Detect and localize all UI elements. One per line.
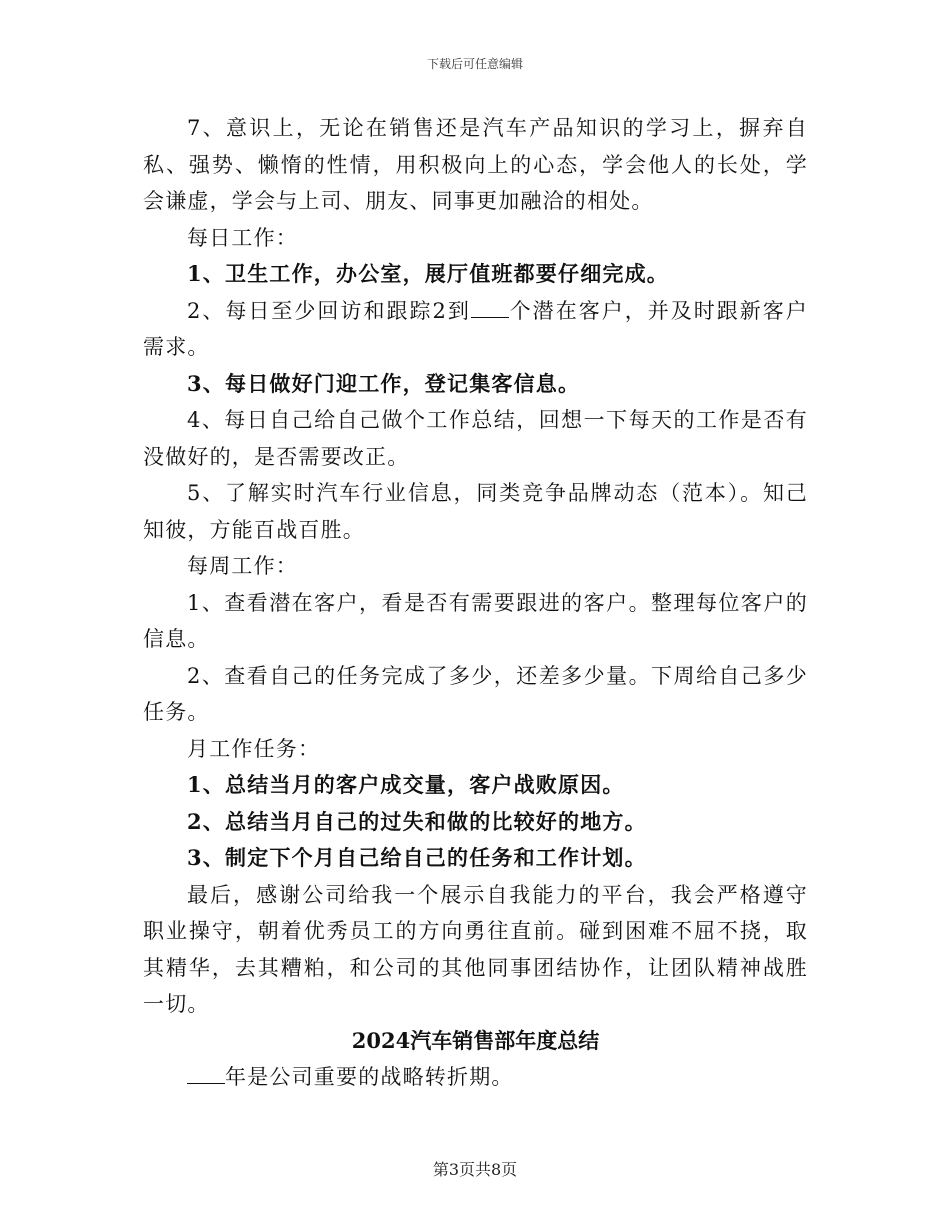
last-line-text: 年是公司重要的战略转折期。: [225, 1065, 514, 1089]
monthly-item-3: 3、制定下个月自己给自己的任务和工作计划。: [187, 845, 647, 870]
paragraph-item-7: 7、意识上，无论在销售还是汽车产品知识的学习上，摒弃自私、强势、懒惰的性情，用积极向上的心态，学会他人的长处，学会谦虚，学会与上司、朋友、同事更加融洽的相处。: [143, 116, 808, 213]
weekly-item-2: 2、查看自己的任务完成了多少，还差多少量。下周给自己多少任务。: [143, 663, 808, 724]
page-number: 第3页共8页: [432, 1160, 518, 1179]
fill-in-blank: [471, 301, 509, 318]
document-body: [143, 110, 808, 1096]
closing-paragraph: 最后，感谢公司给我一个展示自我能力的平台，我会严格遵守职业操守，朝着优秀员工的方向勇往直前。碰到困难不屈不挠，取其精华，去其糟粕，和公司的其他同事团结协作，让团队精神战胜一切。: [143, 882, 808, 1016]
monthly-item-2: 2、总结当月自己的过失和做的比较好的地方。: [187, 808, 647, 834]
daily-item-1: 1、卫生工作，办公室，展厅值班都要仔细完成。: [187, 261, 670, 286]
daily-item-5: 5、了解实时汽车行业信息，同类竞争品牌动态（范本）。知己知彼，方能百战百胜。: [143, 481, 808, 542]
monthly-work-heading: 月工作任务：: [187, 736, 321, 761]
daily-item-4: 4、每日自己给自己做个工作总结，回想一下每天的工作是否有没做好的，是否需要改正。: [143, 408, 808, 469]
daily-item-3: 3、每日做好门迎工作，登记集客信息。: [187, 370, 581, 396]
daily-item-2-start: 2、每日至少回访和跟踪2到: [187, 298, 471, 323]
weekly-work-heading: 每周工作：: [187, 554, 298, 578]
last-line: [143, 1059, 808, 1096]
year-blank: [187, 1067, 225, 1084]
daily-item-2: [143, 293, 808, 366]
daily-item-2-end: 个潜在客户，并及时跟新客户需求。: [143, 298, 808, 359]
weekly-item-1: 1、查看潜在客户，看是否有需要跟进的客户。整理每位客户的信息。: [143, 590, 808, 651]
monthly-item-1: 1、总结当月的客户成交量，客户战败原因。: [187, 772, 625, 797]
page-header: 下载后可任意编辑: [426, 57, 523, 71]
daily-work-heading: 每日工作：: [187, 225, 298, 250]
section-title: 2024汽车销售部年度总结: [351, 1027, 600, 1053]
